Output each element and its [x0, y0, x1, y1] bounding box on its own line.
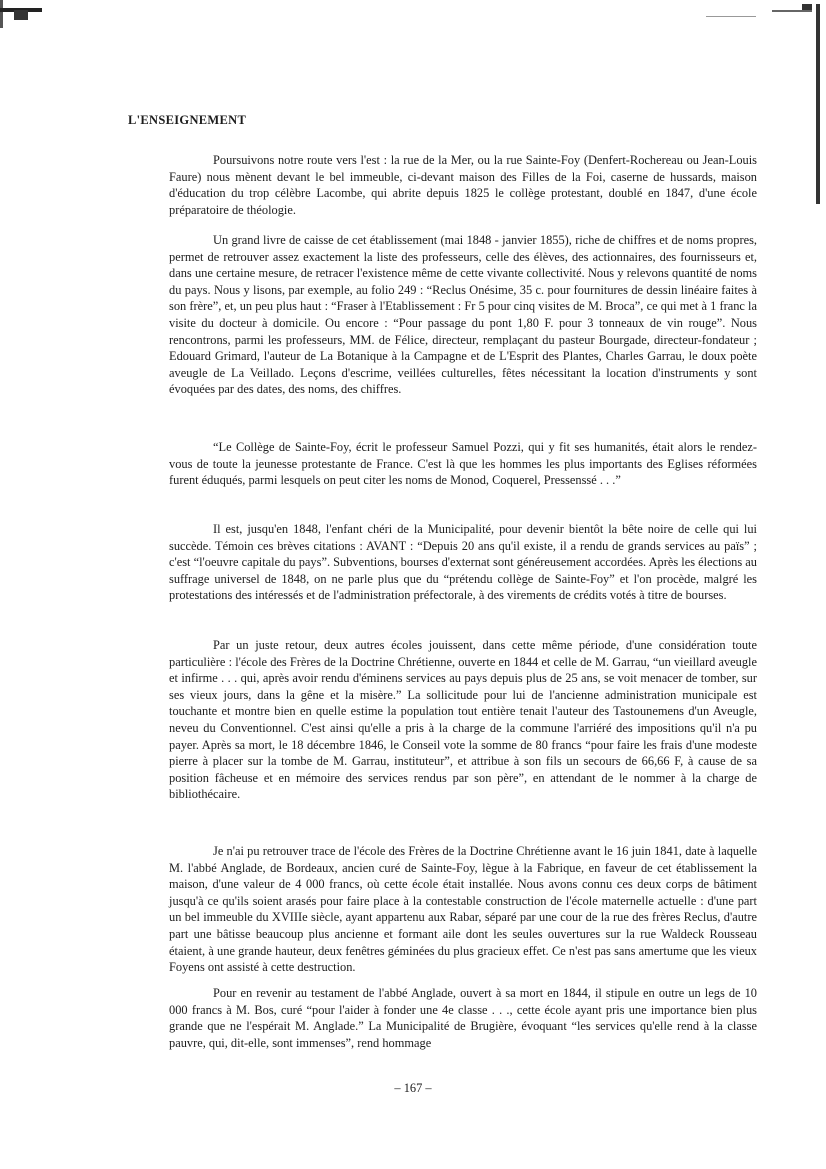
paragraph: Il est, jusqu'en 1848, l'enfant chéri de la Municipalité, pour devenir bientôt la bête noire de celle qui lui succède. Témoin ces brèves citations : AVANT : “Depuis 20 ans qu'il existe, il a rendu de grands services au païs” ; c'est “l'oeuvre capitale du pays”. Subventions, bourses d'externat sont généreusement accordées. Après les élections au suffrage universel de 1848, on ne parle plus que du “prétendu collège de Sainte-Foy” et l'on procède, malgré les protestations des intéressés et de l'administration préfectorale, à des virements de crédits votés à titre de bourses.: [169, 522, 757, 603]
section-heading: L'ENSEIGNEMENT: [128, 113, 247, 127]
scan-edge-mark: [0, 0, 3, 28]
scan-edge-mark: [14, 10, 28, 20]
paragraph: Un grand livre de caisse de cet établissement (mai 1848 - janvier 1855), riche de chiffres et de noms propres, permet de retrouver assez exactement la liste des professeurs, celle des élèves, des actionnaires, des fournisseurs et, dans une certaine mesure, de retracer l'existence même de cette vivante collectivité. Nous y relevons quantité de noms du pays. Nous y lisons, par exemple, au folio 249 : “Reclus Onésime, 35 c. pour fournitures de dessin linéaire faites à son frère”, et, un peu plus haut : “Fraser à l'Etablissement : Fr 5 pour cinq visites de M. Broca”, ce qui met à 1 franc la visite du docteur à domicile. Ou encore : “Pour passage du pont 1,80 F. pour 3 tonneaux de vin rouge”. Nous rencontrons, parmi les professeurs, MM. de Félice, directeur, remplaçant du pasteur Bourgade, directeur-fondateur ; Edouard Grimard, l'auteur de La Botanique à la Campagne et de L'Esprit des Plantes, Charles Garrau, le doux poète aveugle de La Veillado. Leçons d'escrime, veillées culturelles, fêtes nécessitant la location d'instruments y sont évoquées par des dates, des noms, des chiffres.: [169, 233, 757, 397]
scan-edge-mark: [706, 16, 756, 17]
paragraph: Je n'ai pu retrouver trace de l'école des Frères de la Doctrine Chrétienne avant le 16 juin 1841, date à laquelle M. l'abbé Anglade, de Bordeaux, ancien curé de Sainte-Foy, lègue à la Fabrique, en faveur de cet établissement la maison, d'une valeur de 4 000 francs, où cette école était installée. Nous avons connu ces deux corps de bâtiment jusqu'à ce qu'ils soient arasés pour faire place à la contestable construction de l'école maternelle actuelle : d'une part un bel immeuble du XVIIIe siècle, ayant appartenu aux Rabar, séparé par une cour de la rue des frères Reclus, d'autre part une bâtisse beaucoup plus ancienne et formant aile dont les seules ouvertures sur la rue Waldeck Rousseau étaient, à une grande hauteur, deux fenêtres géminées du plus gracieux effet. Ce n'est pas sans amertume que les vieux Foyens ont assisté à cette destruction.: [169, 844, 757, 975]
page-number: – 167 –: [394, 1081, 432, 1095]
paragraph: “Le Collège de Sainte-Foy, écrit le professeur Samuel Pozzi, qui y fit ses humanités, était alors le rendez-vous de toute la jeunesse protestante de France. C'est là que les hommes les plus importants des Eglises réformées furent éduqués, parmi lesquels on peut citer les noms de Monod, Coquerel, Pressenssé . . .”: [169, 440, 757, 488]
paragraph: Pour en revenir au testament de l'abbé Anglade, ouvert à sa mort en 1844, il stipule en outre un legs de 10 000 francs à M. Bos, curé “pour l'aider à fonder une 4e classe . . ., cette école ayant pris une importance bien plus grande que ne l'espérait M. Anglade.” La Municipalité de Brugière, évoquant “les services qu'elle rend à la classe pauvre, qui, dit-elle, sont immenses”, rend hommage: [169, 986, 757, 1050]
scan-edge-mark: [772, 10, 812, 12]
scan-edge-mark: [816, 4, 820, 204]
paragraph: Par un juste retour, deux autres écoles jouissent, dans cette même période, d'une considération toute particulière : l'école des Frères de la Doctrine Chrétienne, ouverte en 1844 et celle de M. Garrau, “un vieillard aveugle et infirme . . . qui, après avoir rendu d'éminens services au pays depuis plus de 25 ans, se voit menacer de tomber, sur ses vieux jours, dans la gêne et la misère.” La sollicitude pour lui de l'ancienne administration municipale est touchante et montre bien en quelle estime la population tout entière tenait l'auteur des Tastounemens d'un Aveugle, neveu du Conventionnel. C'est ainsi qu'elle a pris à la charge de la commune l'arriéré des impositions qu'il n'a pu payer. Après sa mort, le 18 décembre 1846, le Conseil vote la somme de 80 francs “pour faire les frais d'une modeste pierre à placer sur la tombe de M. Garrau, instituteur”, et attribue à son fils un secours de 66,66 F, à cause de sa position fâcheuse et en mémoire des services rendus par son père”, en attendant de le nommer à la charge de bibliothécaire.: [169, 638, 757, 802]
paragraph: Poursuivons notre route vers l'est : la rue de la Mer, ou la rue Sainte-Foy (Denfert-Rochereau ou Jean-Louis Faure) nous mènent devant le bel immeuble, ci-devant maison des Filles de la Foi, caserne de hussards, maison d'éducation du trop célèbre Lacombe, qui abrite depuis 1825 le collège protestant, doublé en 1847, d'une école préparatoire de théologie.: [169, 153, 757, 217]
